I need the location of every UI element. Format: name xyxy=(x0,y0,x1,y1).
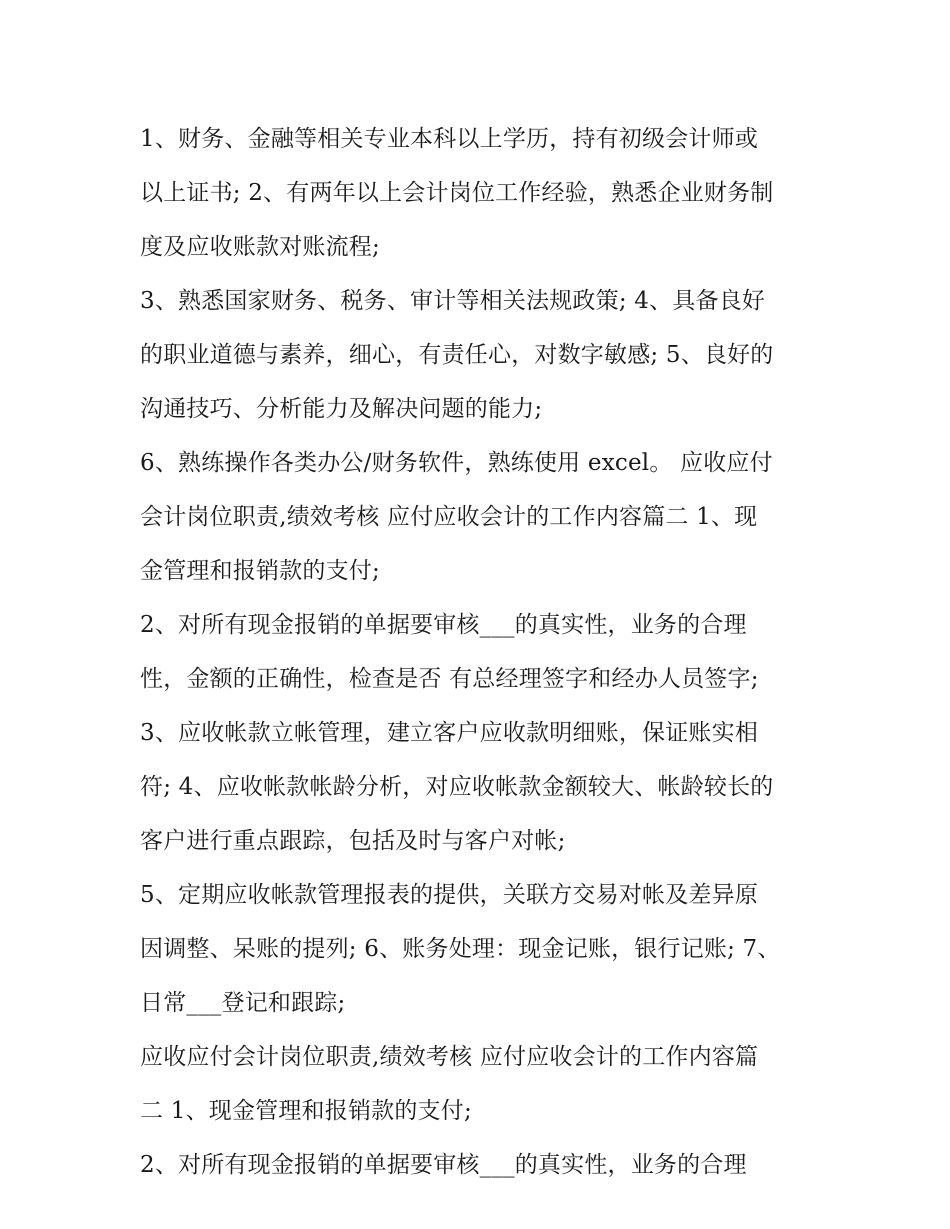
text-line: 度及应收账款对账流程; xyxy=(140,234,380,260)
text-line: 应收应付会计岗位职责,绩效考核 应付应收会计的工作内容篇 xyxy=(140,1044,759,1070)
text-line: 二 1、现金管理和报销款的支付; xyxy=(140,1098,472,1124)
text-line: 的职业道德与素养，细心，有责任心，对数字敏感; 5、良好的 xyxy=(140,342,774,368)
text-line: 2、对所有现金报销的单据要审核___的真实性，业务的合理 xyxy=(140,612,747,638)
text-line: 客户进行重点跟踪，包括及时与客户对帐; xyxy=(140,828,566,854)
text-line: 5、定期应收帐款管理报表的提供，关联方交易对帐及差异原 xyxy=(140,882,759,908)
text-line: 金管理和报销款的支付; xyxy=(140,558,380,584)
document-body xyxy=(140,112,820,1192)
text-line: 3、应收帐款立帐管理，建立客户应收款明细账，保证账实相 xyxy=(140,720,759,746)
text-line: 以上证书; 2、有两年以上会计岗位工作经验，熟悉企业财务制 xyxy=(140,180,774,206)
text-line: 因调整、呆账的提列; 6、账务处理：现金记账，银行记账; 7、 xyxy=(140,936,781,962)
text-line: 2、对所有现金报销的单据要审核___的真实性，业务的合理 xyxy=(140,1152,747,1178)
text-line: 沟通技巧、分析能力及解决问题的能力; xyxy=(140,396,543,422)
text-line: 日常___登记和跟踪; xyxy=(140,990,346,1016)
text-line: 3、熟悉国家财务、税务、审计等相关法规政策; 4、具备良好 xyxy=(140,288,766,314)
text-line: 1、财务、金融等相关专业本科以上学历，持有初级会计师或 xyxy=(140,126,759,152)
text-line: 6、熟练操作各类办公/财务软件，熟练使用 excel。 应收应付 xyxy=(140,450,773,476)
text-line: 符; 4、应收帐款帐龄分析，对应收帐款金额较大、帐龄较长的 xyxy=(140,774,774,800)
text-line: 会计岗位职责,绩效考核 应付应收会计的工作内容篇二 1、现 xyxy=(140,504,758,530)
text-line: 性，金额的正确性，检查是否 有总经理签字和经办人员签字; xyxy=(140,666,759,692)
